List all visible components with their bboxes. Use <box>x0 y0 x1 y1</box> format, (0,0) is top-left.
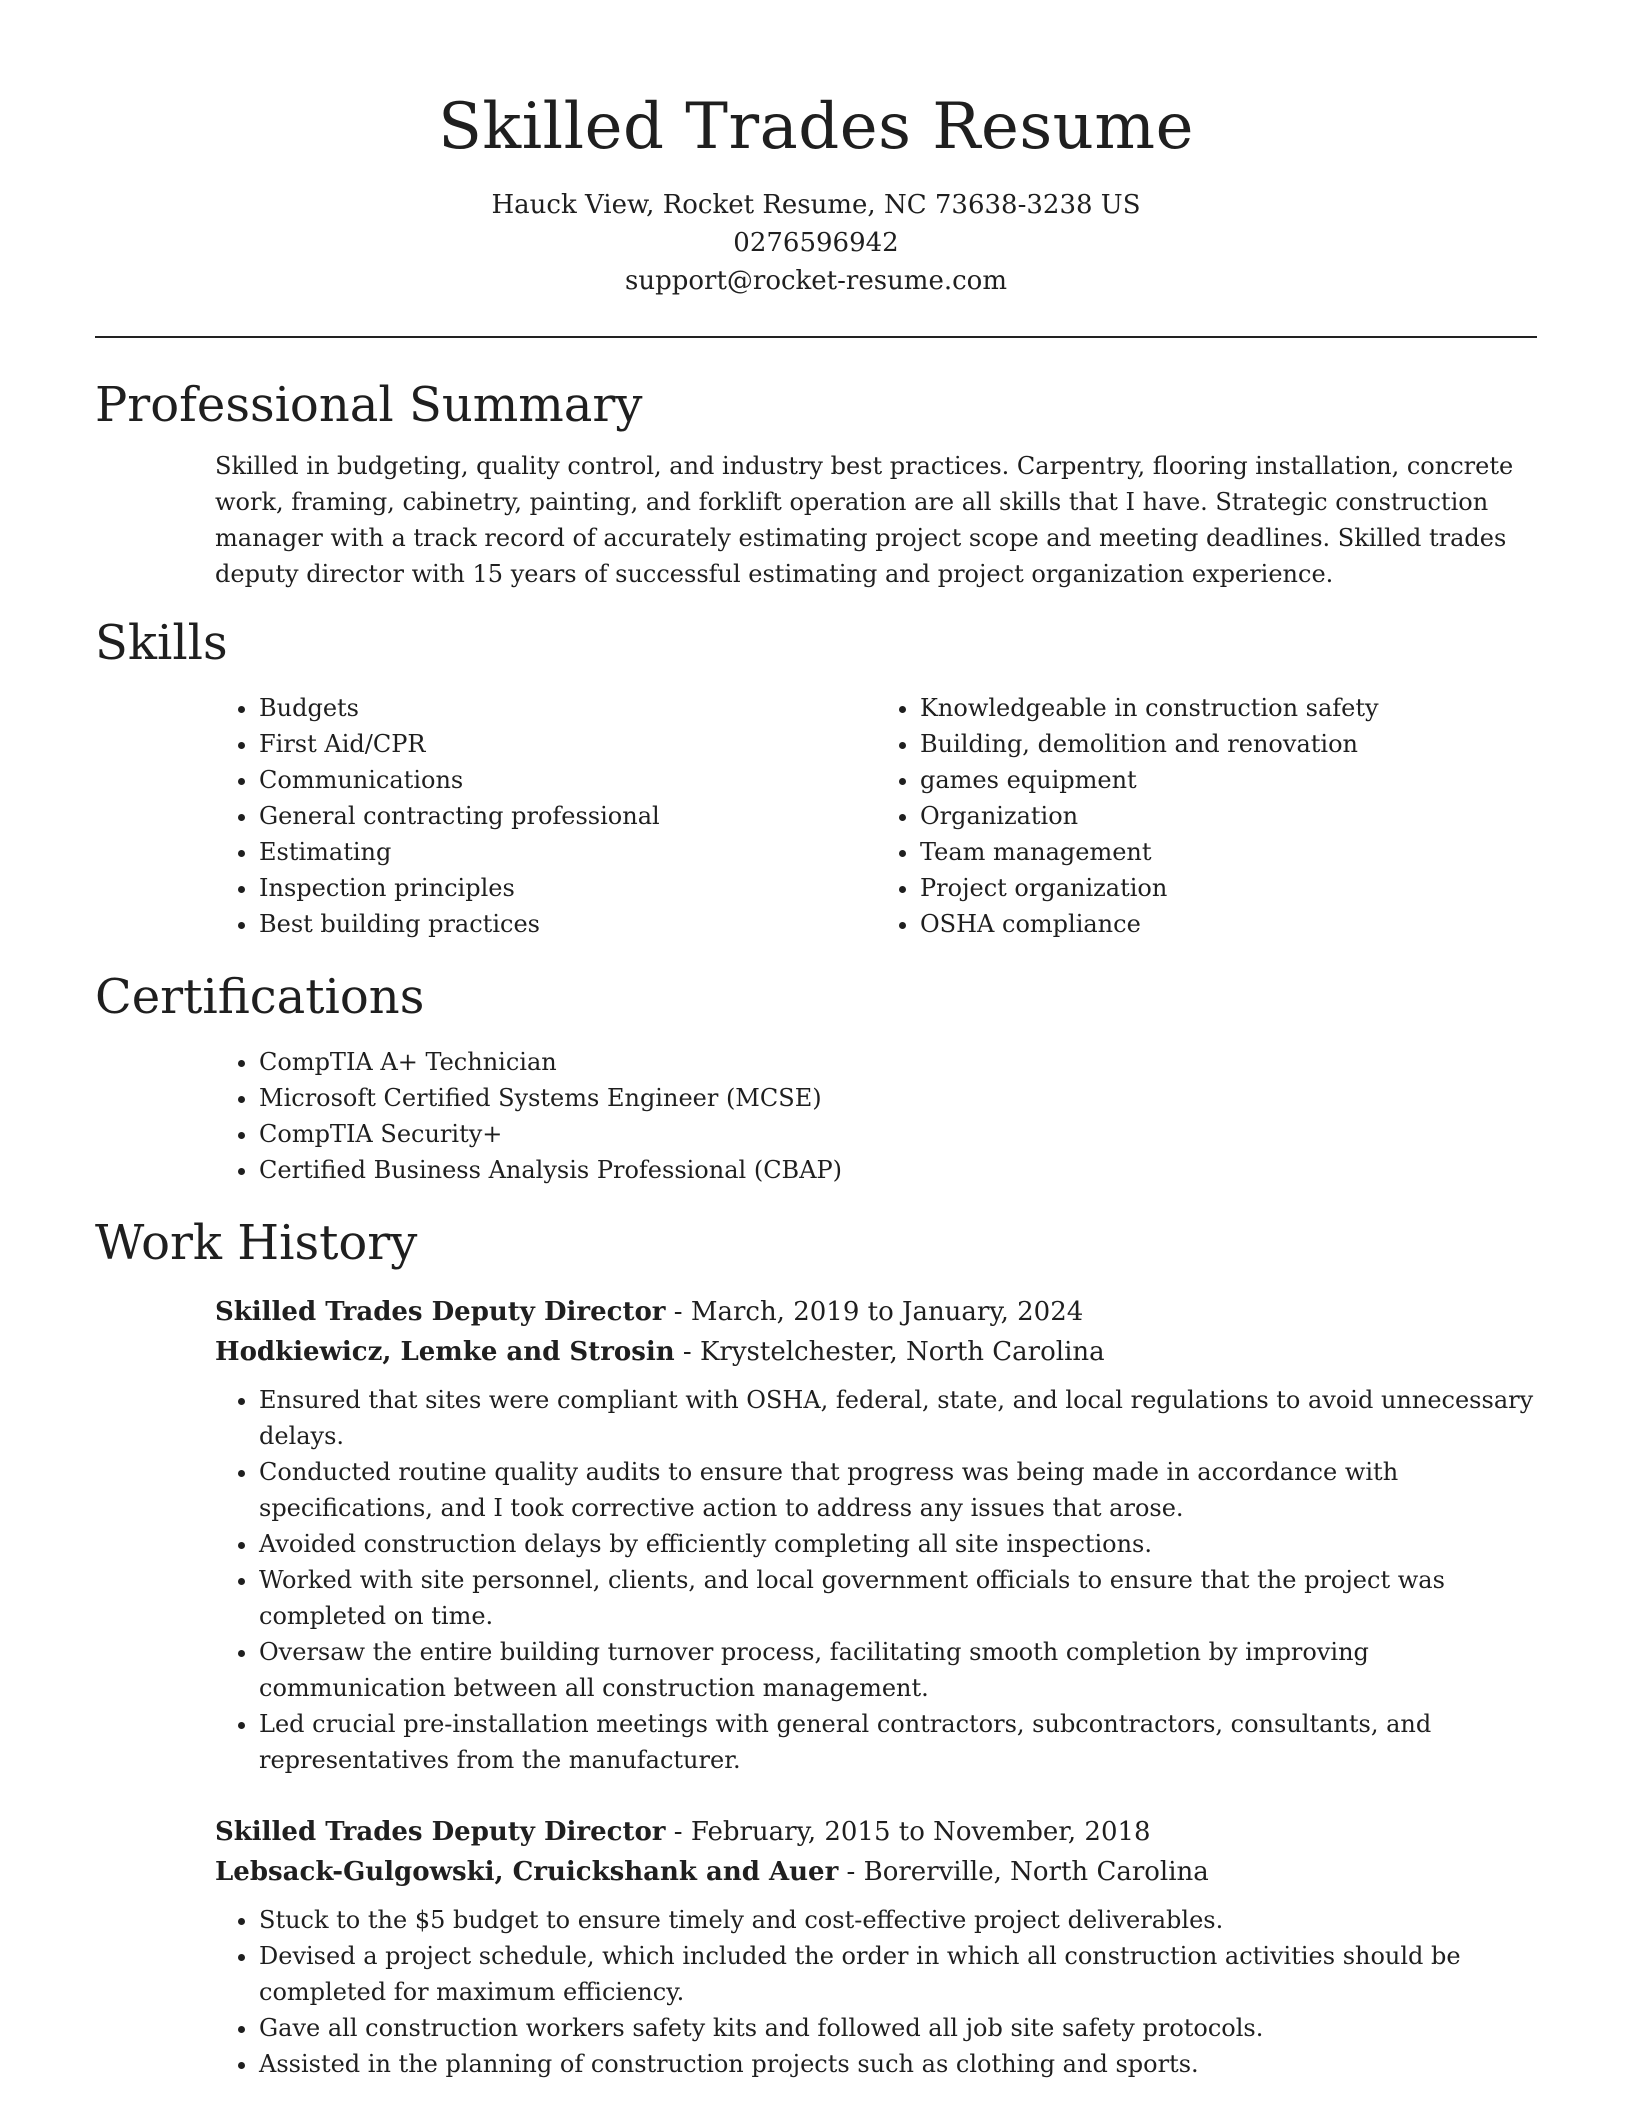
skill-item: • Inspection principles <box>259 870 876 906</box>
skills-left-column <box>215 690 876 942</box>
job-dates: February, 2015 to November, 2018 <box>690 1817 1151 1847</box>
skill-item: • games equipment <box>920 762 1537 798</box>
skill-item: • First Aid/CPR <box>259 726 876 762</box>
job-location: Borerville, North Carolina <box>863 1857 1209 1887</box>
resume-title: Skilled Trades Resume <box>438 90 1194 164</box>
job-bullet: • Led crucial pre-installation meetings with general contractors, subcontractors, consultants, and representatives from the manufacturer. <box>259 1706 1537 1778</box>
job-bullets <box>215 1382 1537 1778</box>
email-text: support@rocket-resume.com <box>624 266 1007 296</box>
skills-right-column <box>876 690 1537 942</box>
job-separator: - <box>682 1337 700 1367</box>
certification-item: • Microsoft Certified Systems Engineer (MCSE) <box>259 1080 1537 1116</box>
job-entry <box>95 1812 1537 2082</box>
certifications-list-wrap <box>95 1044 1537 1188</box>
certification-item: • CompTIA A+ Technician <box>259 1044 1537 1080</box>
skill-item: • Best building practices <box>259 906 876 942</box>
job-company: Hodkiewicz, Lemke and Strosin <box>215 1337 675 1367</box>
skill-item: • General contracting professional <box>259 798 876 834</box>
resume-header <box>95 80 1537 300</box>
job-bullet: • Ensured that sites were compliant with OSHA, federal, state, and local regulations to avoid unnecessary delays. <box>259 1382 1537 1454</box>
job-location: Krystelchester, North Carolina <box>699 1337 1105 1367</box>
skill-item: • Estimating <box>259 834 876 870</box>
certifications-section <box>95 968 1537 1188</box>
job-title: Skilled Trades Deputy Director <box>215 1817 666 1847</box>
job-company-line <box>215 1852 1537 1892</box>
job-bullet: • Devised a project schedule, which included the order in which all construction activities should be completed for maximum efficiency. <box>259 1938 1537 2010</box>
skill-item: • Building, demolition and renovation <box>920 726 1537 762</box>
job-bullet: • Worked with site personnel, clients, and local government officials to ensure that the project was completed on time. <box>259 1562 1537 1634</box>
summary-heading: Professional Summary <box>95 377 643 433</box>
address-text: Hauck View, Rocket Resume, NC 73638-3238 US <box>491 190 1141 220</box>
phone-text: 0276596942 <box>733 228 899 258</box>
skill-item: • Organization <box>920 798 1537 834</box>
job-bullet: • Conducted routine quality audits to ensure that progress was being made in accordance with specifications, and I took corrective action to address any issues that arose. <box>259 1454 1537 1526</box>
job-entry <box>95 1292 1537 1778</box>
certifications-heading: Certifications <box>95 969 425 1025</box>
job-bullet: • Oversaw the entire building turnover process, facilitating smooth completion by improving communication between all construction management. <box>259 1634 1537 1706</box>
header-divider <box>95 336 1537 338</box>
skill-item: • Budgets <box>259 690 876 726</box>
job-bullet: • Stuck to the $5 budget to ensure timely and cost-effective project deliverables. <box>259 1902 1537 1938</box>
job-title: Skilled Trades Deputy Director <box>215 1297 666 1327</box>
job-company-line <box>215 1332 1537 1372</box>
contact-block <box>95 186 1537 300</box>
certifications-list <box>215 1044 1537 1188</box>
skills-section <box>95 614 1537 942</box>
certification-item: • CompTIA Security+ <box>259 1116 1537 1152</box>
skill-item: • Knowledgeable in construction safety <box>920 690 1537 726</box>
job-separator: - <box>673 1817 691 1847</box>
job-separator: - <box>673 1297 691 1327</box>
skills-heading: Skills <box>95 615 228 671</box>
summary-section <box>95 376 1537 592</box>
job-company: Lebsack-Gulgowski, Cruickshank and Auer <box>215 1857 839 1887</box>
job-bullet: • Assisted in the planning of construction projects such as clothing and sports. <box>259 2046 1537 2082</box>
skill-item: • Project organization <box>920 870 1537 906</box>
job-dates: March, 2019 to January, 2024 <box>690 1297 1084 1327</box>
work-history-section <box>95 1214 1537 2082</box>
skill-item: • Team management <box>920 834 1537 870</box>
work-history-heading: Work History <box>95 1215 418 1271</box>
job-bullet: • Avoided construction delays by efficiently completing all site inspections. <box>259 1526 1537 1562</box>
skills-grid <box>95 690 1537 942</box>
job-title-line <box>215 1812 1537 1852</box>
job-title-line <box>215 1292 1537 1332</box>
skill-item: • Communications <box>259 762 876 798</box>
job-bullet: • Gave all construction workers safety kits and followed all job site safety protocols. <box>259 2010 1537 2046</box>
job-separator: - <box>846 1857 864 1887</box>
certification-item: • Certified Business Analysis Professional (CBAP) <box>259 1152 1537 1188</box>
job-bullets <box>215 1902 1537 2082</box>
summary-text: Skilled in budgeting, quality control, and industry best practices. Carpentry, flooring installation, concrete work, framing, cabinetry, painting, and forklift operation are all skills that I have. Strategic construction manager with a track record of accurately estimating project scope and meeting deadlines. Skilled trades deputy director with 15 years of successful estimating and project organization experience. <box>215 452 1514 588</box>
skill-item: • OSHA compliance <box>920 906 1537 942</box>
